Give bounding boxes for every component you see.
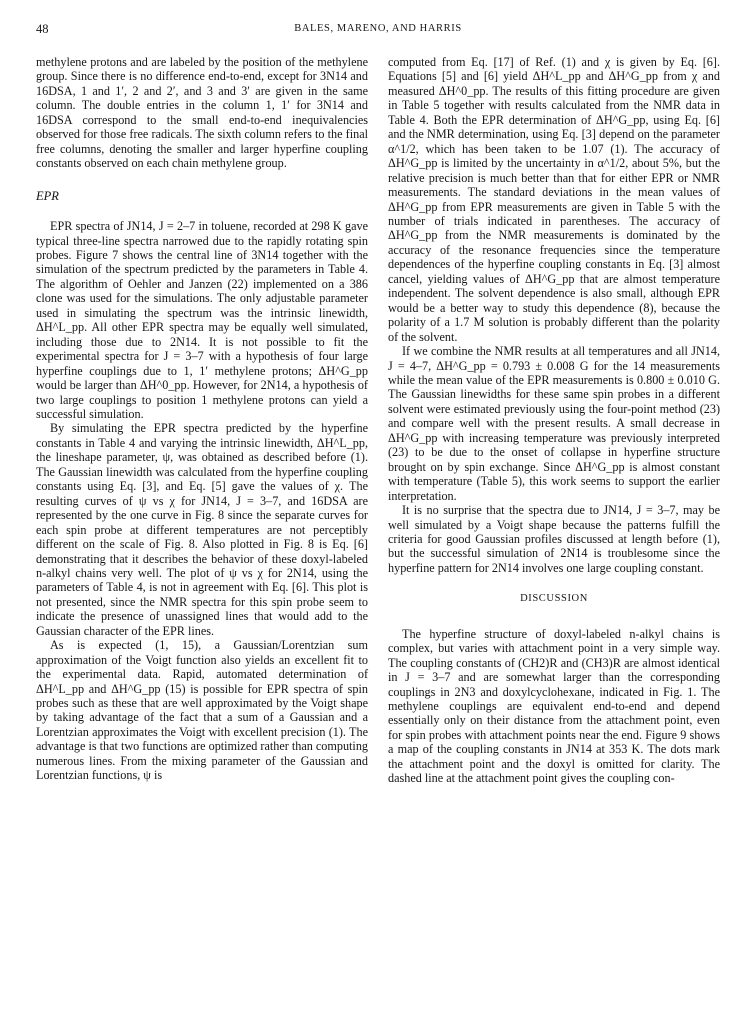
paragraph: The hyperfine structure of doxyl-labeled n-alkyl chains is complex, but varies with attachment point in a very simple way. The coupling constants of (CH2)R and (CH3)R are almost identical in J = 3–7 and are somewhat larger than the corresponding couplings in 2N3 and doxylcyclohexane, indicated in Fig. 1. The methylene couplings are equivalent end-to-end and depend essentially only on their distance from the attachment point, even for spin probes with attachment points near the end. Figure 9 shows a map of the coupling constants in JN14 at 353 K. The dots mark the attachment point and the doxyl is omitted for clarity. The dashed line at the attachment point gives the coupling con- bbox=[388, 626, 720, 786]
right-column bbox=[388, 55, 720, 786]
paragraph: methylene protons and are labeled by the position of the methylene group. Since there is no difference end-to-end, except for 3N14 and 16DSA, 1 and 1′, 2 and 2′, and 3 and 3′ are given in the same column. The double entries in the column 1, 1′ for 3N14 and 16DSA correspond to the small end-to-end inequivalencies observed for those free radicals. The sixth column refers to the final free columns, denoting the smaller and larger hyperfine coupling constants observed on each chain methylene group. bbox=[36, 55, 368, 171]
page-header bbox=[36, 22, 720, 42]
paragraph: EPR spectra of JN14, J = 2–7 in toluene, recorded at 298 K gave typical three-line spectra narrowed due to the rapidly rotating spin probes. Figure 7 shows the central line of 3N14 together with the simulation of the spectrum predicted by the parameters in Table 4. The algorithm of Oehler and Janzen (22) implemented on a 386 clone was used for the simulations. The only adjustable parameter used in simulating the spectrum was the intrinsic linewidth, ΔH^L_pp. All other EPR spectra may be equally well simulated, including those due to 2N14. It is not possible to fit the experimental spectra for J = 3–7 with a hypothesis of four large hyperfine couplings due to 1, 1′ methylene protons; ΔH^G_pp would be larger than ΔH^0_pp. However, for 2N14, a hypothesis of two large couplings to position 1 methylene protons can yield a successful simulation. bbox=[36, 219, 368, 421]
section-heading-epr: EPR bbox=[36, 188, 59, 203]
page-number: 48 bbox=[36, 22, 49, 36]
paragraph: It is no surprise that the spectra due to JN14, J = 3–7, may be well simulated by a Voigt shape because the patterns fulfill the criteria for good Gaussian profiles discussed at length before (1), but the successful simulation of 2N14 is troublesome since the hyperfine pattern for 2N14 involves one large coupling constant. bbox=[388, 503, 720, 575]
paragraph: If we combine the NMR results at all temperatures and all JN14, J = 4–7, ΔH^G_pp = 0.793 ± 0.008 G for the 14 measurements while the mean value of the EPR measurements is 0.800 ± 0.010 G. The Gaussian linewidths for these same spin probes in a different solvent were estimated previously using the four-point method (23) and compare well with the present results. A small decrease in ΔH^G_pp with increasing temperature was previously interpreted (23) to be due to the onset of collapse in hyperfine structure brought on by spin exchange. Since ΔH^G_pp is almost constant with temperature (Table 5), this work seems to support the earlier interpretation. bbox=[388, 344, 720, 503]
paragraph: As is expected (1, 15), a Gaussian/Lorentzian sum approximation of the Voigt function also yields an excellent fit to the experimental data. Rapid, automated determination of ΔH^L_pp and ΔH^G_pp (15) is possible for EPR spectra of spin probes such as these that are well approximated by the Voigt shape by taking advantage of the fact that a sum of a Gaussian and a Lorentzian approximates the Voigt with excellent precision (1). The advantage is that two functions are optimized rather than computing numerous lines. From the mixing parameter of the Gaussian and Lorentzian functions, ψ is bbox=[36, 638, 369, 783]
section-heading-discussion: DISCUSSION bbox=[520, 593, 588, 605]
paragraph: computed from Eq. [17] of Ref. (1) and χ is given by Eq. [6]. Equations [5] and [6] yield ΔH^L_pp and ΔH^G_pp from χ and measured ΔH^0_pp. The results of this fitting procedure are given in Table 5 together with results calculated from the NMR data in Table 4. Both the EPR determination of ΔH^G_pp, using Eq. [6] and the NMR determination, using Eq. [3] depend on the parameter α^1/2, which has been taken to be 1.07 (1). The accuracy of ΔH^G_pp is limited by the uncertainty in α^1/2, about 5%, but the relative precision is much better than that for either EPR or NMR measurements. The standard deviations in the mean values of ΔH^G_pp from EPR measurements are given in Table 5 with the number of trials indicated in parentheses. The accuracy of ΔH^G_pp from the NMR measurements is dominated by the accuracy of the resonance frequencies since the temperature dependences of the hyperfine coupling constants in Eq. [3] almost cancel, yielding values of ΔH^G_pp that are almost temperature independent. The solvent dependence is also small, although EPR would be a better way to study this dependence (8), because the polarity of a 1.7 M solution is probably different than the polarity of the solvent. bbox=[388, 55, 720, 344]
left-column bbox=[36, 55, 368, 783]
paragraph: By simulating the EPR spectra predicted by the hyperfine constants in Table 4 and varying the intrinsic linewidth, ΔH^L_pp, the lineshape parameter, ψ, was obtained as described before (1). The Gaussian linewidth was calculated from the hyperfine coupling constants using Eq. [3], and Eq. [5] gave the values of χ. The resulting curves of ψ vs χ for JN14, J = 3–7, and 16DSA are represented by the one curve in Fig. 8 since the separate curves for each spin probe at different temperatures are not perceptibly different on the scale of Fig. 8. Also plotted in Fig. 8 is Eq. [6] demonstrating that it describes the behavior of these doxyl-labeled n-alkyl chains very well. The plot of ψ vs χ for 2N14, using the parameters of Table 4, is not in agreement with Eq. [6]. This plot is not presented, since the NMR spectra for this spin probe seem to indicate the presence of unassigned lines that would add to the Gaussian character of the EPR lines. bbox=[36, 421, 368, 638]
running-head: BALES, MARENO, AND HARRIS bbox=[294, 23, 462, 34]
